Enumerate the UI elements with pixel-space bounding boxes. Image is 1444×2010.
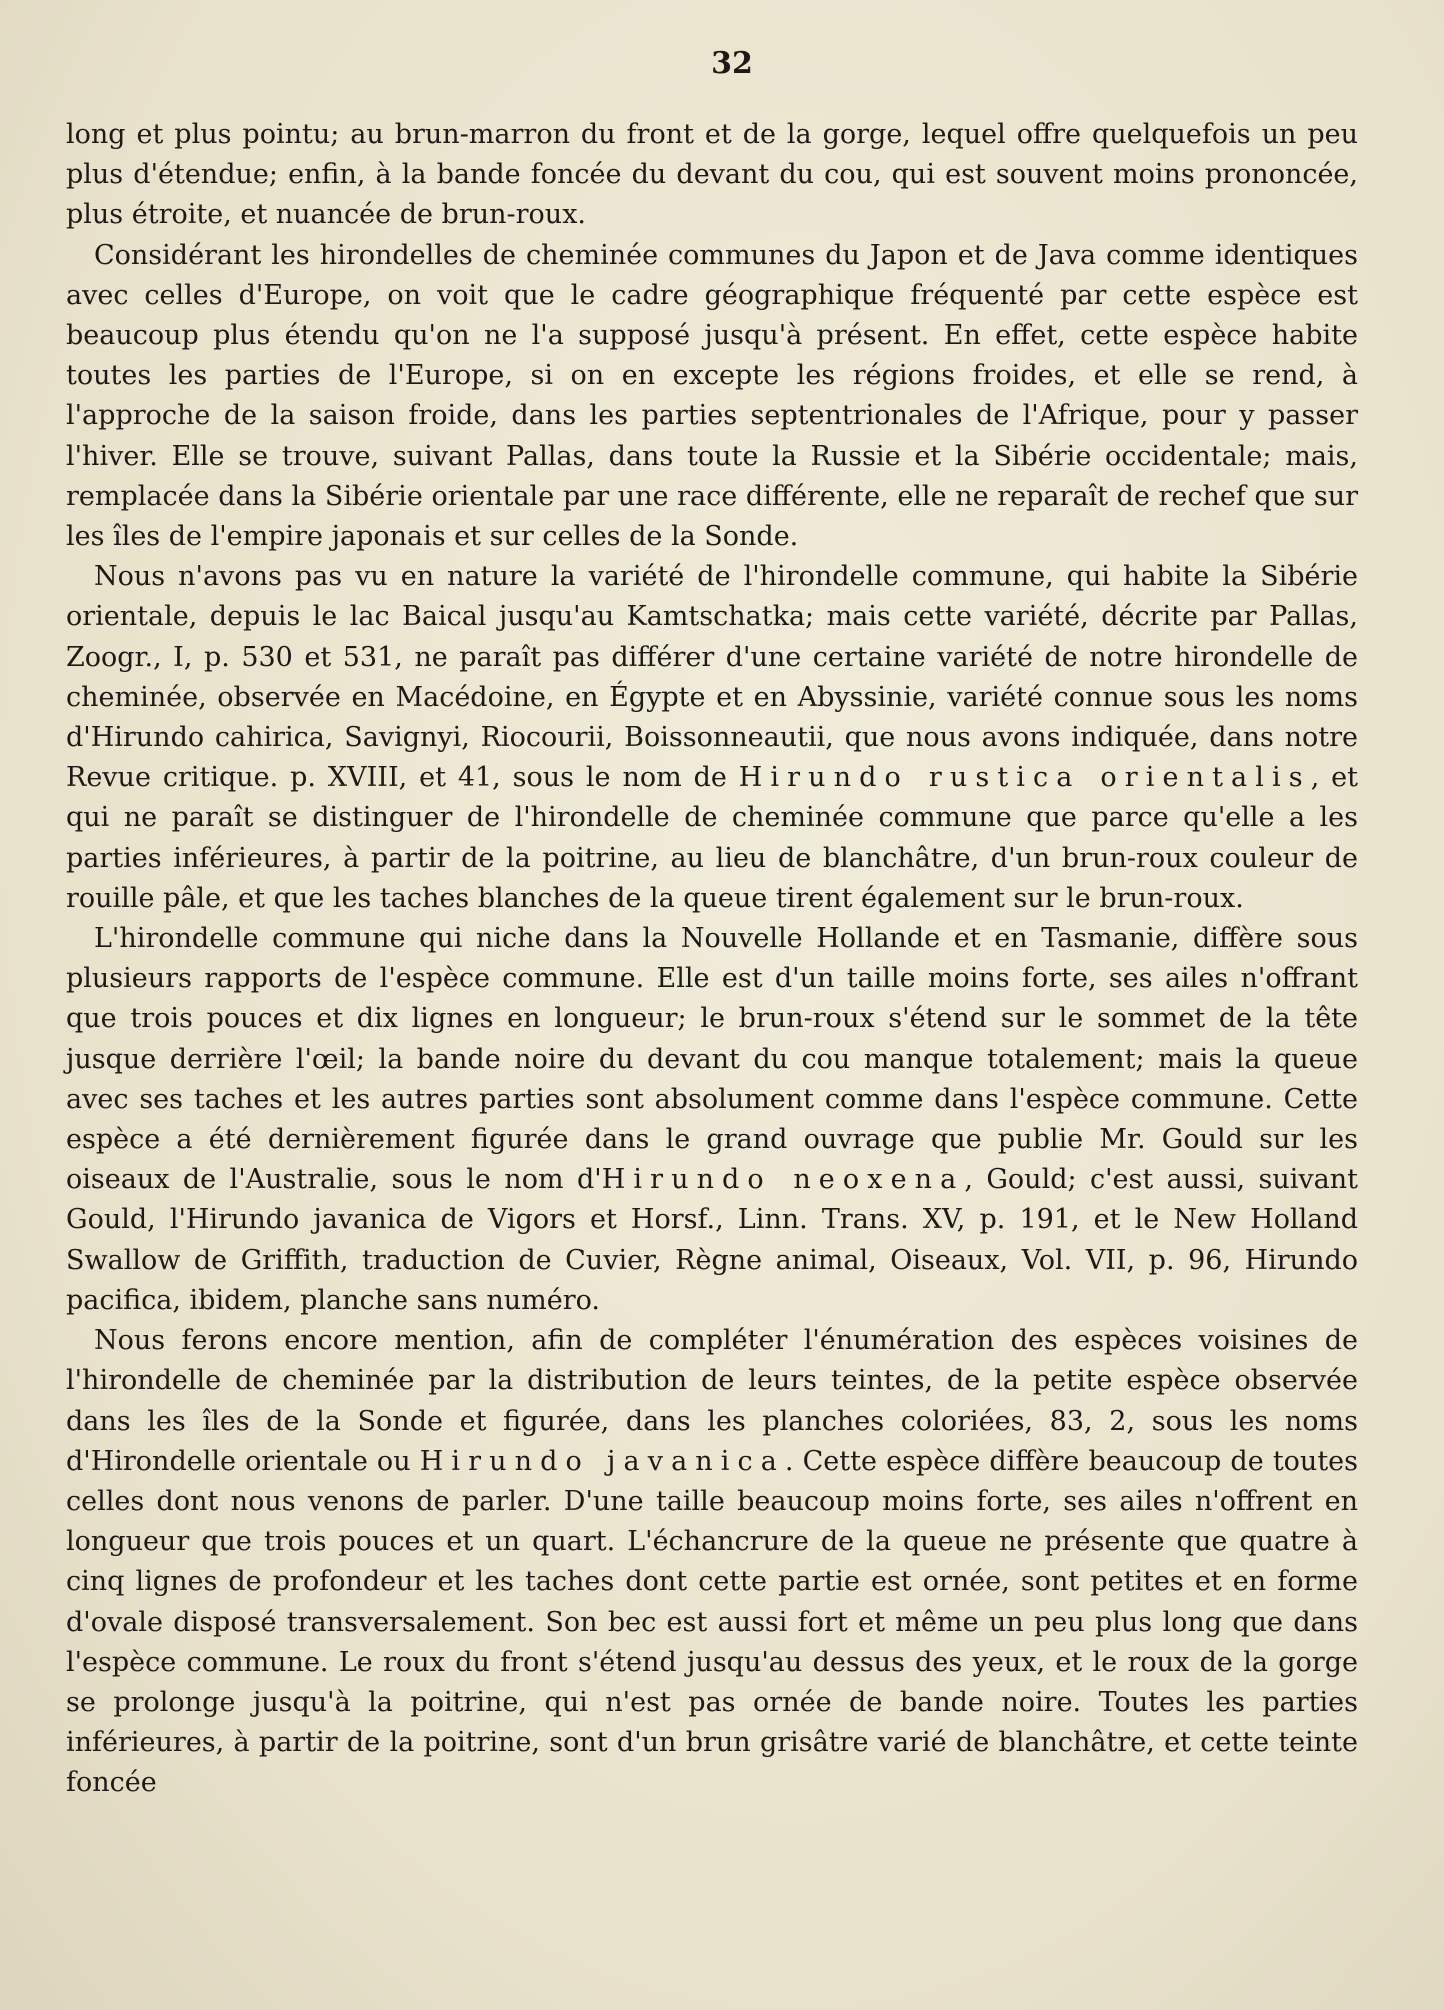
paragraph bbox=[66, 557, 1358, 919]
text-run: Nous n'avons pas vu en nature la variété de l'hirondelle commune, qui habite la Sibérie orientale, depuis le lac Baical jusqu'au Kamtschatka; mais cette variété, décrite par Pallas, Zoogr., I, p. 530 et 531, ne paraît pas différer d'une certaine variété de notre hirondelle de cheminée, observée en Macédoine, en Égypte et en Abyssinie, variété connue sous les noms d'Hirundo cahirica, Savignyi, Riocourii, Boissonneautii, que nous avons indiquée, dans notre Revue critique. p. XVIII, et 41, sous le nom de bbox=[66, 561, 1358, 794]
page-number: 32 bbox=[711, 46, 753, 81]
text-run: L'hirondelle commune qui niche dans la Nouvelle Hollande et en Tasmanie, diffère sous plusieurs rapports de l'espèce commune. Elle est d'un taille moins forte, ses ailes n'offrant que trois pouces et dix lignes en longueur; le brun-roux s'étend sur le sommet de la tête jusque derrière l'œil; la bande noire du devant du cou manque totalement; mais la queue avec ses taches et les autres parties sont absolument comme dans l'espèce commune. Cette espèce a été dernièrement figurée dans le grand ouvrage que publie Mr. Gould sur les oiseaux de l'Australie, sous le nom d' bbox=[66, 923, 1358, 1196]
text-run: Nous ferons encore mention, afin de compléter l'énumération des espèces voisines de l'hirondelle de cheminée par la distribution de leurs teintes, de la petite espèce observée dans les îles de la Sonde et figurée, dans les planches coloriées, 83, 2, sous les noms d'Hirondelle orientale ou bbox=[66, 1325, 1358, 1477]
text-run: long et plus pointu; au brun-marron du front et de la gorge, lequel offre quelquefois un peu plus d'étendue; enfin, à la bande foncée du devant du cou, qui est souvent moins prononcée, plus étroite, et nuancée de brun-roux. bbox=[66, 119, 1358, 231]
paragraph bbox=[66, 919, 1358, 1321]
species-name: Hirundo rustica orientalis bbox=[738, 762, 1311, 794]
text-run: . Cette espèce diffère beaucoup de toutes celles dont nous venons de parler. D'une taille beaucoup moins forte, ses ailes n'offrent en longueur que trois pouces et un quart. L'échancrure de la queue ne présente que quatre à cinq lignes de profondeur et les taches dont cette partie est ornée, sont petites et en forme d'ovale disposé transversalement. Son bec est aussi fort et même un peu plus long que dans l'espèce commune. Le roux du front s'étend jusqu'au dessus des yeux, et le roux de la gorge se prolonge jusqu'à la poitrine, qui n'est pas ornée de bande noire. Toutes les parties inférieures, à partir de la poitrine, sont d'un brun grisâtre varié de blanchâtre, et cette teinte foncée bbox=[66, 1445, 1358, 1799]
body-text bbox=[66, 115, 1358, 1804]
text-run: Considérant les hirondelles de cheminée communes du Japon et de Java comme identiques avec celles d'Europe, on voit que le cadre géographique fréquenté par cette espèce est beaucoup plus étendu qu'on ne l'a supposé jusqu'à présent. En effet, cette espèce habite toutes les parties de l'Europe, si on en excepte les régions froides, et elle se rend, à l'approche de la saison froide, dans les parties septentrionales de l'Afrique, pour y passer l'hiver. Elle se trouve, suivant Pallas, dans toute la Russie et la Sibérie occidentale; mais, remplacée dans la Sibérie orientale par une race différente, elle ne reparaît de rechef que sur les îles de l'empire japonais et sur celles de la Sonde. bbox=[66, 239, 1358, 553]
text-run: , et qui ne paraît se distinguer de l'hirondelle de cheminée commune que parce qu'elle a les parties inférieures, à partir de la poitrine, au lieu de blanchâtre, d'un brun-roux couleur de rouille pâle, et que les taches blanches de la queue tirent également sur le brun-roux. bbox=[66, 762, 1359, 914]
paragraph bbox=[66, 1321, 1358, 1803]
species-name: Hirundo javanica bbox=[419, 1445, 785, 1477]
paragraph bbox=[66, 236, 1358, 558]
species-name: Hirundo neoxena bbox=[601, 1164, 965, 1196]
paragraph bbox=[66, 115, 1358, 236]
text-run: , Gould; c'est aussi, suivant Gould, l'Hirundo javanica de Vigors et Horsf., Linn. Trans. XV, p. 191, et le New Holland Swallow de Griffith, traduction de Cuvier, Règne animal, Oiseaux, Vol. VII, p. 96, Hirundo pacifica, ibidem, planche sans numéro. bbox=[66, 1164, 1358, 1316]
